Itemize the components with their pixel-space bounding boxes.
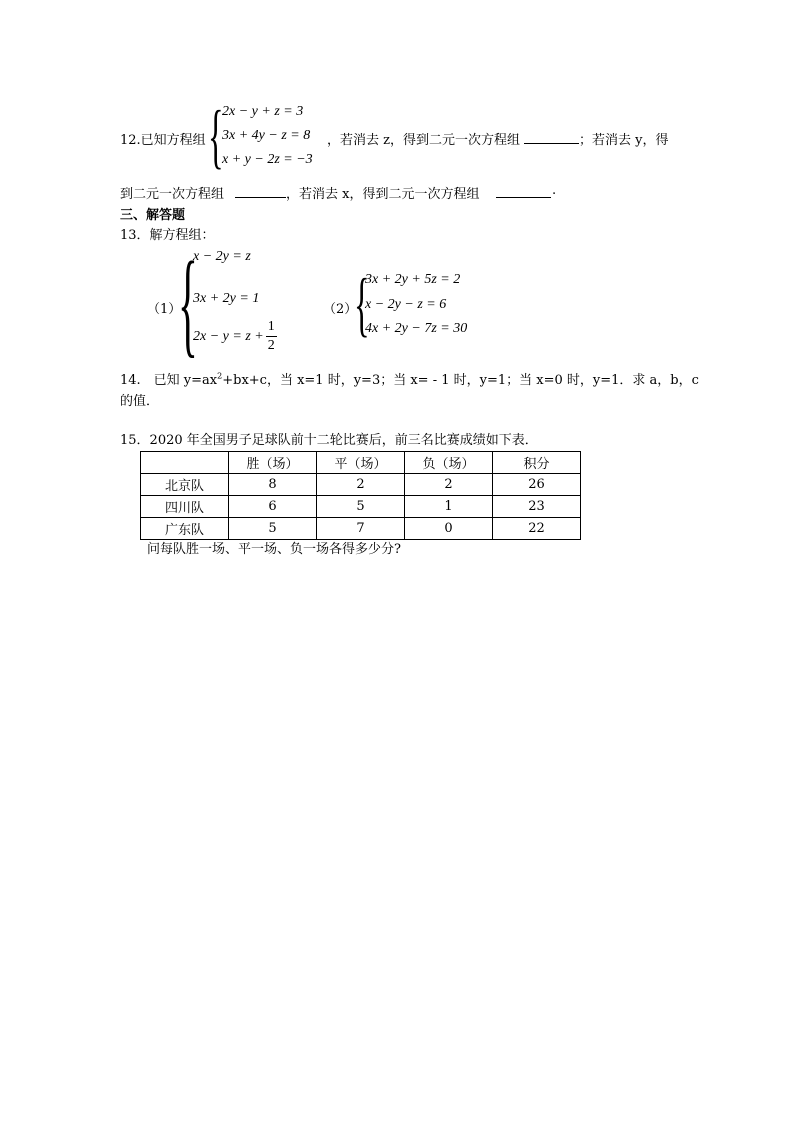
q12-answer-blank-3[interactable] [496, 185, 551, 198]
table-cell: 7 [317, 518, 405, 540]
q13-sys1-equation-2: 3x + 2y = 1 [193, 291, 260, 306]
q12-answer-blank-1[interactable] [524, 131, 579, 144]
q13-label-1: （1） [147, 302, 182, 317]
q12-brace: { [208, 96, 224, 176]
q12-prefix: 12.已知方程组 [120, 133, 206, 148]
q13-sys1-equation-1: x − 2y = z [193, 249, 251, 264]
fraction-denominator: 2 [267, 338, 275, 353]
q13-sys2-equation-1: 3x + 2y + 5z = 2 [365, 272, 461, 287]
q12-text-eliminate-y: ；若消去 y，得 [579, 133, 669, 148]
fraction-numerator: 1 [266, 320, 277, 337]
table-row [141, 496, 581, 518]
table-row [141, 474, 581, 496]
q12-line2-text-b: ，若消去 x，得到二元一次方程组 [286, 187, 480, 202]
q14-line-2: 的值． [120, 394, 160, 409]
table-cell: 2 [317, 474, 405, 496]
q12-line2-end: . [552, 183, 557, 198]
q13-label-2: （2） [323, 302, 358, 317]
table-cell: 26 [493, 474, 581, 496]
table-cell: 6 [229, 496, 317, 518]
q12-equation-3: x + y − 2z = −3 [222, 152, 313, 167]
q12-answer-blank-2[interactable] [235, 185, 286, 198]
table-cell: 2 [405, 474, 493, 496]
q15-heading: 15．2020 年全国男子足球队前十二轮比赛后，前三名比赛成绩如下表． [120, 433, 538, 448]
q15-question: 问每队胜一场、平一场、负一场各得多少分? [147, 542, 401, 557]
table-header-cell: 平（场） [317, 452, 405, 474]
score-table [140, 451, 581, 540]
q12-equation-1: 2x − y + z = 3 [222, 104, 304, 119]
table-row [141, 518, 581, 540]
q14-text-a: 14. 已知 y=ax [120, 373, 218, 388]
q13-sys1-fraction [266, 320, 277, 353]
q13-heading: 13．解方程组： [120, 228, 215, 243]
table-cell: 22 [493, 518, 581, 540]
q13-brace-1: { [178, 237, 198, 368]
table-cell: 广东队 [141, 518, 229, 540]
table-header-cell: 负（场） [405, 452, 493, 474]
q14-text-b: +bx+c，当 x=1 时，y=3；当 x= - 1 时，y=1；当 x=0 时，y=1．求 a，b，c [222, 373, 699, 388]
q13-sys1-equation-3 [193, 320, 277, 353]
section-heading: 三、解答题 [120, 208, 186, 223]
table-cell: 5 [229, 518, 317, 540]
q13-brace-2: { [354, 264, 370, 344]
table-cell: 8 [229, 474, 317, 496]
table-cell: 1 [405, 496, 493, 518]
table-cell: 北京队 [141, 474, 229, 496]
q13-sys2-equation-2: x − 2y − z = 6 [365, 297, 447, 312]
q12-equation-2: 3x + 4y − z = 8 [222, 128, 311, 143]
q14-line-1 [120, 369, 699, 388]
table-header-cell: 积分 [493, 452, 581, 474]
q14-superscript: 2 [217, 371, 223, 381]
table-cell: 四川队 [141, 496, 229, 518]
table-cell: 0 [405, 518, 493, 540]
q13-sys2-equation-3: 4x + 2y − 7z = 30 [365, 321, 468, 336]
q12-line2-text-a: 到二元一次方程组 [120, 187, 225, 202]
table-cell: 5 [317, 496, 405, 518]
table-header-cell [141, 452, 229, 474]
q12-text-eliminate-z: ，若消去 z，得到二元一次方程组 [327, 133, 520, 148]
q13-sys1-eq3-lhs: 2x − y = z + [193, 328, 264, 344]
table-cell: 23 [493, 496, 581, 518]
table-header-cell: 胜（场） [229, 452, 317, 474]
table-header-row [141, 452, 581, 474]
